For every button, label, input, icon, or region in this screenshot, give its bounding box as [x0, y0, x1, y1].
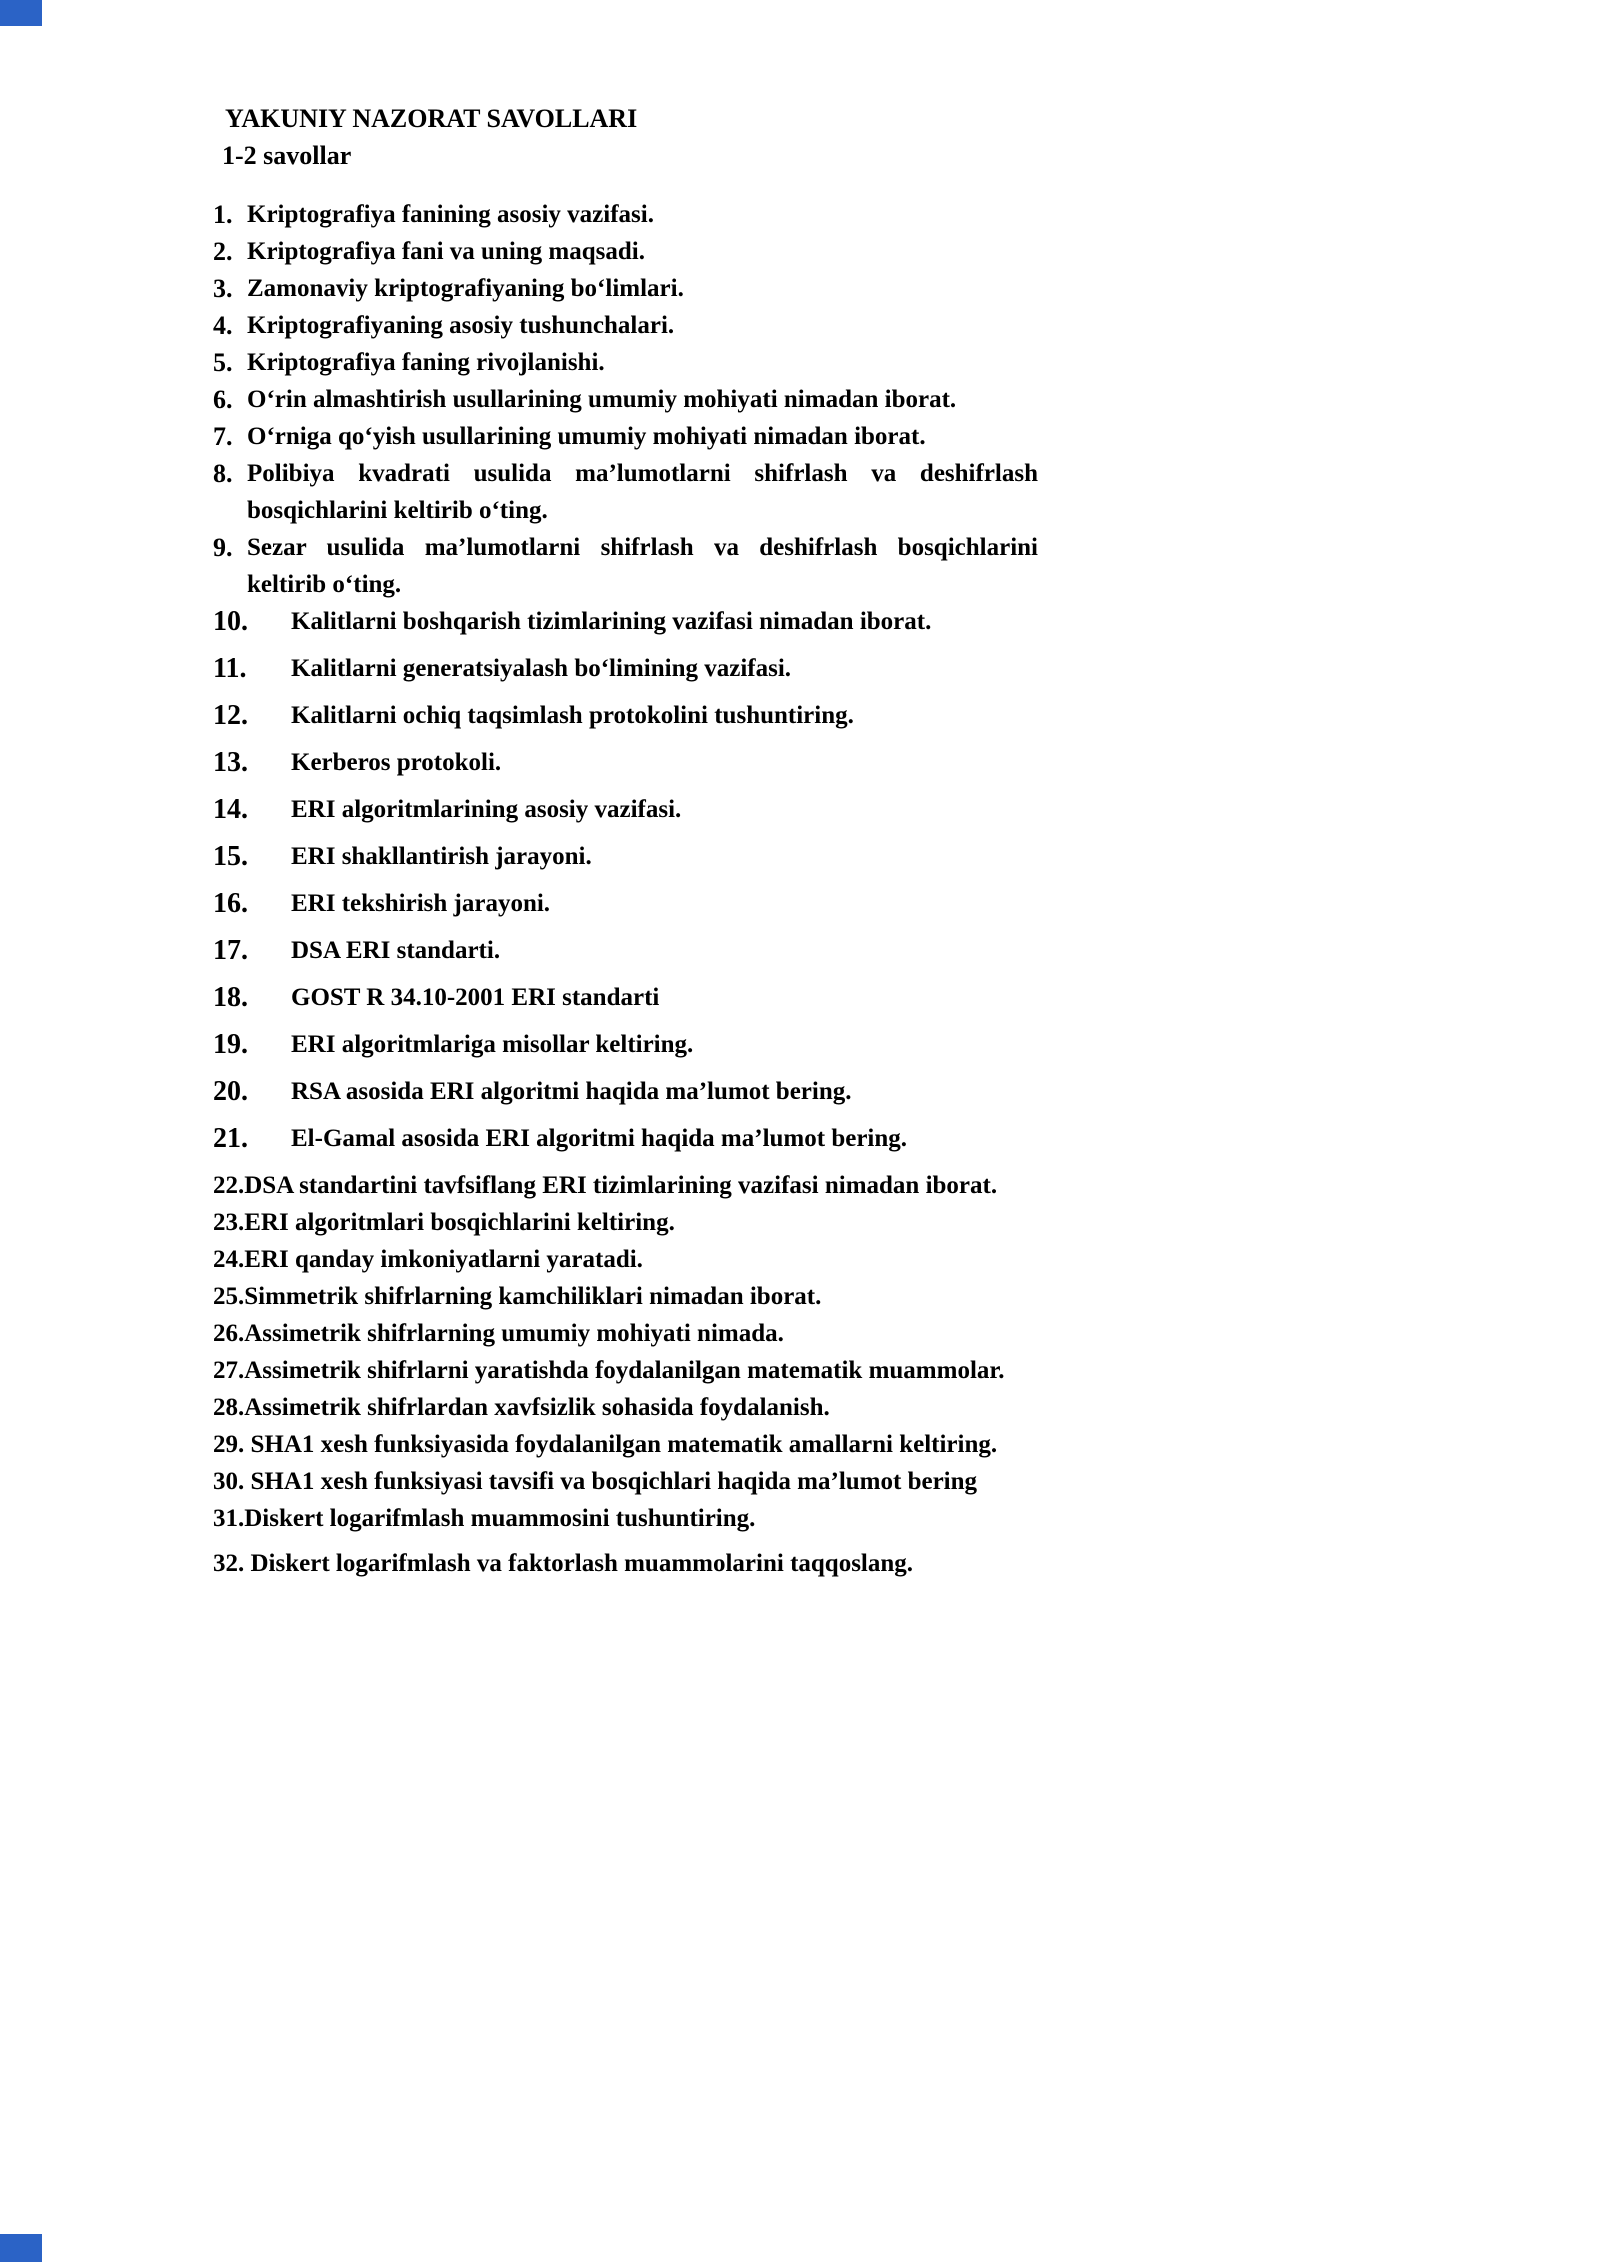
question-number: 12.	[213, 700, 248, 731]
question-text: Assimetrik shifrlarning umumiy mohiyati nimada.	[244, 1320, 784, 1347]
question-item	[213, 744, 1038, 781]
question-text: Kriptografiyaning asosiy tushunchalari.	[247, 312, 675, 339]
question-item	[213, 932, 1038, 969]
question-item	[213, 196, 1038, 233]
question-text: Kalitlarni boshqarish tizimlarining vazifasi nimadan iborat.	[291, 608, 932, 635]
question-text: Assimetrik shifrlardan xavfsizlik sohasida foydalanish.	[244, 1394, 830, 1421]
question-item	[213, 650, 1038, 687]
question-number: 5.	[213, 348, 233, 377]
question-text: Sezar usulida ma’lumotlarni shifrlash va deshifrlash bosqichlarini keltirib oʻting.	[247, 534, 1038, 598]
question-item	[213, 233, 1038, 270]
question-item	[213, 1120, 1038, 1157]
question-text: Oʻrin almashtirish usullarining umumiy mohiyati nimadan iborat.	[247, 386, 957, 413]
question-text: ERI algoritmlarining asosiy vazifasi.	[291, 796, 682, 823]
question-paragraph	[198, 1389, 1038, 1426]
question-number: 30.	[213, 1468, 245, 1495]
question-text: Kriptografiya faning rivojlanishi.	[247, 349, 605, 376]
document-content	[160, 100, 1038, 1582]
question-number: 16.	[213, 888, 248, 919]
question-item	[213, 344, 1038, 381]
question-item	[213, 455, 1038, 529]
question-item	[213, 529, 1038, 603]
question-paragraph	[198, 1545, 1038, 1582]
question-number: 25.	[213, 1283, 245, 1310]
page-title: YAKUNIY NAZORAT SAVOLLARI	[225, 104, 638, 133]
question-number: 17.	[213, 935, 248, 966]
question-number: 23.	[213, 1209, 245, 1236]
question-text: DSA standartini tavfsiflang ERI tizimlarining vazifasi nimadan iborat.	[244, 1172, 998, 1199]
question-number: 32.	[213, 1550, 245, 1577]
question-number: 24.	[213, 1246, 245, 1273]
question-paragraph	[160, 1352, 1038, 1389]
question-item	[213, 418, 1038, 455]
question-number: 28.	[213, 1394, 245, 1421]
question-number: 4.	[213, 311, 233, 340]
question-text: SHA1 xesh funksiyasi tavsifi va bosqichlari haqida ma’lumot bering	[244, 1468, 978, 1495]
question-paragraph	[198, 1167, 1038, 1204]
question-number: 2.	[213, 237, 233, 266]
question-text: Diskert logarifmlash va faktorlash muammolarini taqqoslang.	[244, 1550, 914, 1577]
question-list-10-21	[213, 603, 1038, 1157]
question-paragraph	[198, 1426, 1038, 1463]
question-item	[213, 791, 1038, 828]
question-text: Diskert logarifmlash muammosini tushuntiring.	[244, 1505, 756, 1532]
question-number: 19.	[213, 1029, 248, 1060]
question-text: Kalitlarni generatsiyalash boʻlimining vazifasi.	[291, 655, 792, 682]
question-number: 3.	[213, 274, 233, 303]
question-paragraph	[198, 1463, 1038, 1500]
question-text: ERI algoritmlari bosqichlarini keltiring.	[244, 1209, 675, 1236]
page-subtitle: 1-2 savollar	[222, 141, 352, 170]
question-number: 7.	[213, 422, 233, 451]
question-item	[213, 603, 1038, 640]
question-item	[213, 307, 1038, 344]
question-text: ERI algoritmlariga misollar keltiring.	[291, 1031, 694, 1058]
question-number: 22.	[213, 1172, 245, 1199]
blue-corner-mark-top	[0, 0, 42, 26]
question-paragraphs-22-32	[160, 1167, 1038, 1582]
question-number: 10.	[213, 606, 248, 637]
question-text: ERI tekshirish jarayoni.	[291, 890, 551, 917]
question-item	[213, 838, 1038, 875]
question-text: Simmetrik shifrlarning kamchiliklari nimadan iborat.	[244, 1283, 822, 1310]
question-item	[213, 381, 1038, 418]
question-number: 1.	[213, 200, 233, 229]
question-number: 9.	[213, 533, 233, 562]
question-number: 13.	[213, 747, 248, 778]
question-text: SHA1 xesh funksiyasida foydalanilgan matematik amallarni keltiring.	[244, 1431, 998, 1458]
question-text: ERI qanday imkoniyatlarni yaratadi.	[244, 1246, 643, 1273]
question-text: El-Gamal asosida ERI algoritmi haqida ma’lumot bering.	[291, 1125, 908, 1152]
question-number: 15.	[213, 841, 248, 872]
question-paragraph	[198, 1278, 1038, 1315]
question-text: Polibiya kvadrati usulida ma’lumotlarni shifrlash va deshifrlash bosqichlarini keltirib oʻting.	[247, 460, 1038, 524]
question-text: Assimetrik shifrlarni yaratishda foydalanilgan matematik muammolar.	[244, 1357, 1005, 1384]
question-number: 14.	[213, 794, 248, 825]
question-number: 29.	[213, 1431, 245, 1458]
question-text: GOST R 34.10-2001 ERI standarti	[291, 984, 660, 1011]
question-number: 11.	[213, 653, 247, 684]
question-text: Kriptografiya fanining asosiy vazifasi.	[247, 201, 654, 228]
question-text: Kriptografiya fani va uning maqsadi.	[247, 238, 645, 265]
question-number: 6.	[213, 385, 233, 414]
question-paragraph	[198, 1204, 1038, 1241]
question-number: 31.	[213, 1505, 245, 1532]
question-number: 27.	[213, 1357, 245, 1384]
question-item	[213, 1073, 1038, 1110]
question-text: RSA asosida ERI algoritmi haqida ma’lumot bering.	[291, 1078, 852, 1105]
question-number: 21.	[213, 1123, 248, 1154]
question-paragraph	[198, 1315, 1038, 1352]
question-text: Kalitlarni ochiq taqsimlash protokolini tushuntiring.	[291, 702, 854, 729]
question-list-1-9	[213, 196, 1038, 603]
question-item	[213, 979, 1038, 1016]
question-paragraph	[198, 1500, 1038, 1537]
question-number: 18.	[213, 982, 248, 1013]
question-text: DSA ERI standarti.	[291, 937, 501, 964]
question-number: 20.	[213, 1076, 248, 1107]
question-item	[213, 885, 1038, 922]
question-text: Zamonaviy kriptografiyaning boʻlimlari.	[247, 275, 684, 302]
question-text: Oʻrniga qoʻyish usullarining umumiy mohiyati nimadan iborat.	[247, 423, 926, 450]
question-text: Kerberos protokoli.	[291, 749, 502, 776]
question-number: 8.	[213, 459, 233, 488]
question-number: 26.	[213, 1320, 245, 1347]
question-paragraph	[198, 1241, 1038, 1278]
question-text: ERI shakllantirish jarayoni.	[291, 843, 592, 870]
question-item	[213, 697, 1038, 734]
question-item	[213, 270, 1038, 307]
blue-corner-mark-bottom	[0, 2234, 42, 2262]
question-item	[213, 1026, 1038, 1063]
